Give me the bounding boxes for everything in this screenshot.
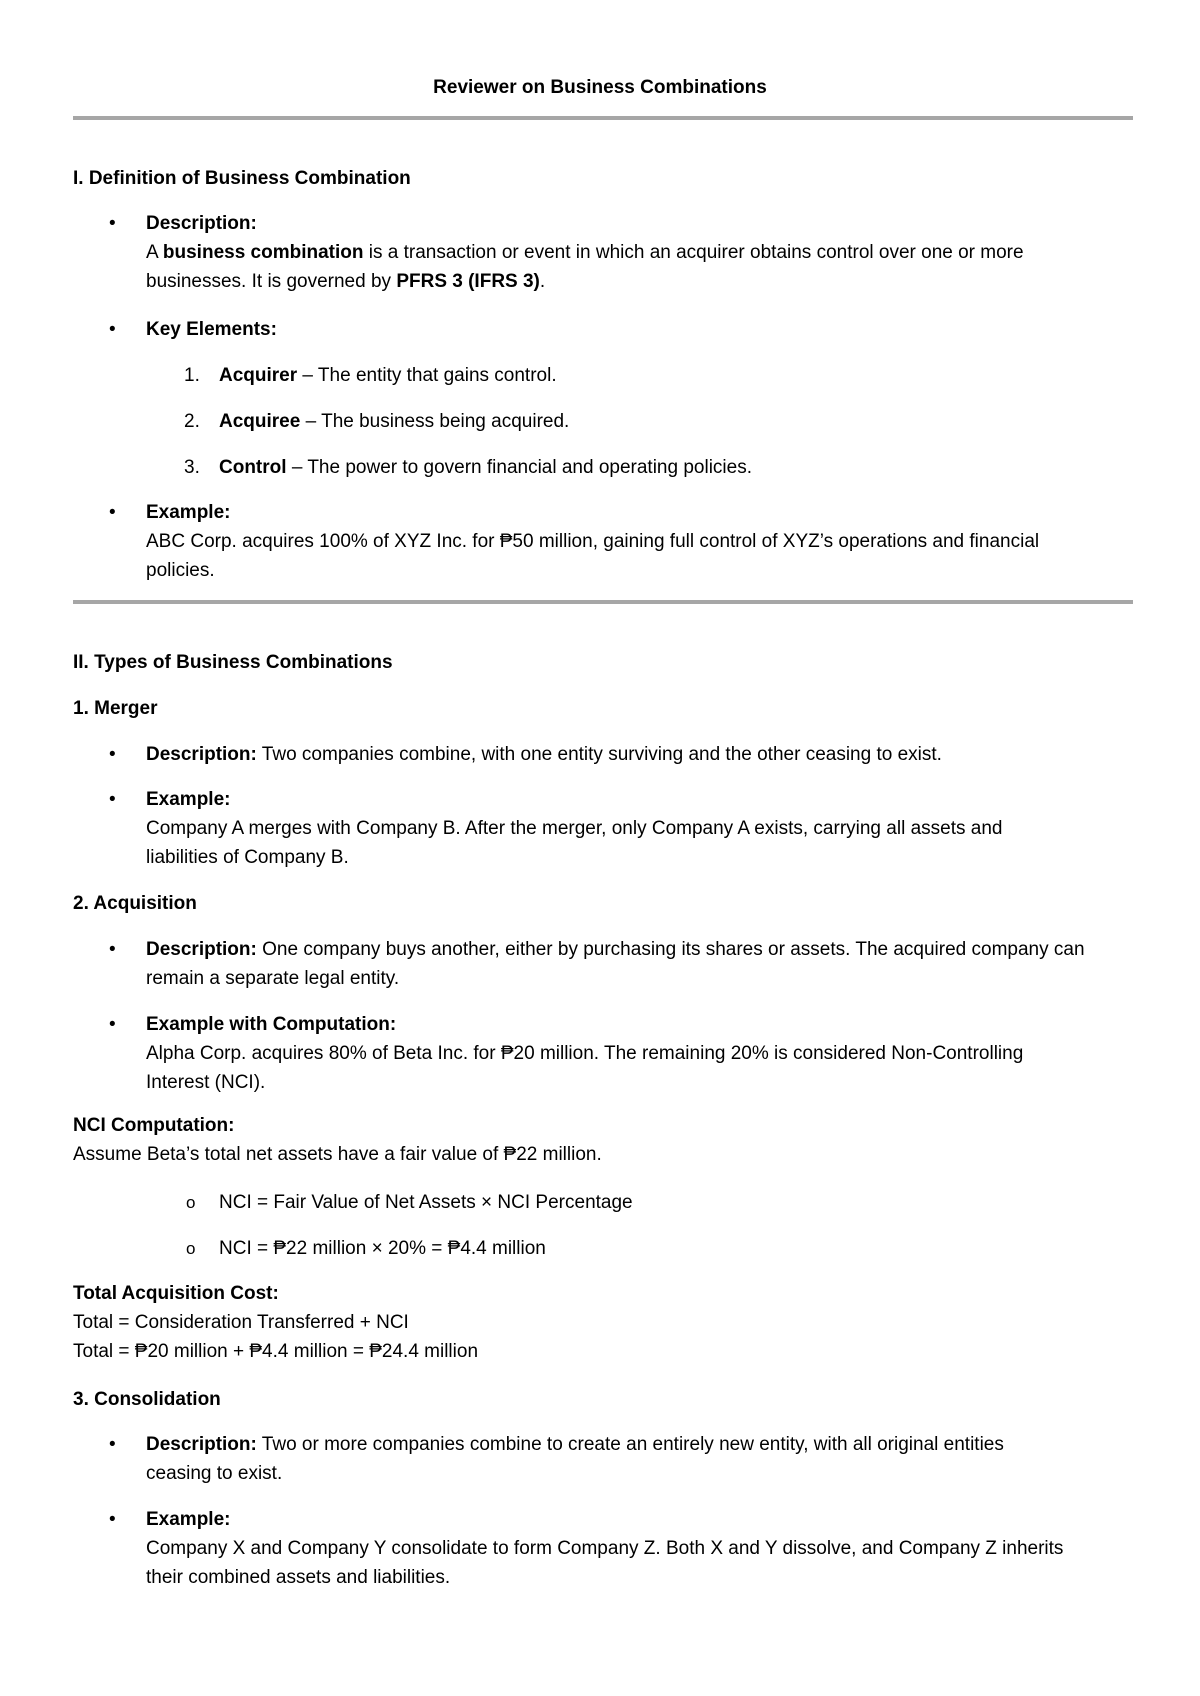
bullet-icon: •	[109, 213, 116, 234]
example-line: policies.	[146, 560, 215, 581]
term: Acquiree	[219, 411, 301, 432]
label: Description:	[146, 213, 257, 234]
bullet-icon: •	[109, 1014, 116, 1035]
label: NCI Computation:	[73, 1115, 235, 1136]
example-line: Company A merges with Company B. After the merger, only Company A exists, carrying all assets and	[146, 818, 1003, 839]
nci-intro: Assume Beta’s total net assets have a fair value of ₱22 million.	[73, 1144, 602, 1165]
description-line: Description: Two or more companies combine to create an entirely new entity, with all original entities	[146, 1434, 1004, 1455]
section-heading: II. Types of Business Combinations	[73, 652, 393, 673]
subsection-heading: 2. Acquisition	[73, 893, 197, 914]
list-number: 2.	[184, 411, 200, 432]
total-line: Total = ₱20 million + ₱4.4 million = ₱24.4 million	[73, 1341, 479, 1362]
label: Description:	[146, 744, 257, 765]
term: Control	[219, 457, 287, 478]
bullet-icon: •	[109, 939, 116, 960]
description-line: businesses. It is governed by PFRS 3 (IFRS 3).	[146, 271, 546, 292]
term-definition: – The entity that gains control.	[297, 365, 557, 386]
divider	[73, 600, 1133, 604]
label: Key Elements:	[146, 319, 277, 340]
total-line: Total = Consideration Transferred + NCI	[73, 1312, 409, 1333]
example-line: ABC Corp. acquires 100% of XYZ Inc. for ₱50 million, gaining full control of XYZ’s operations and financial	[146, 531, 1040, 552]
document-title: Reviewer on Business Combinations	[433, 77, 767, 98]
label: Total Acquisition Cost:	[73, 1283, 279, 1304]
label: Example:	[146, 502, 231, 523]
term-definition: – The power to govern financial and operating policies.	[286, 457, 752, 478]
description-text: Two companies combine, with one entity surviving and the other ceasing to exist.	[256, 744, 942, 765]
bullet-icon: •	[109, 502, 116, 523]
bullet-icon: •	[109, 1434, 116, 1455]
description-line: A business combination is a transaction or event in which an acquirer obtains control over one or more	[146, 242, 1024, 263]
label: Example:	[146, 1509, 231, 1530]
term: Acquirer	[219, 365, 298, 386]
label: Example:	[146, 789, 231, 810]
formula-text: NCI = ₱22 million × 20% = ₱4.4 million	[219, 1238, 546, 1259]
subsection-heading: 1. Merger	[73, 698, 158, 719]
bullet-icon: •	[109, 744, 116, 765]
section-heading: I. Definition of Business Combination	[73, 168, 411, 189]
subsection-heading: 3. Consolidation	[73, 1389, 221, 1410]
example-line: Company X and Company Y consolidate to form Company Z. Both X and Y dissolve, and Company Z inherits	[146, 1538, 1064, 1559]
example-line: liabilities of Company B.	[146, 847, 349, 868]
example-line: Interest (NCI).	[146, 1072, 266, 1093]
list-number: 3.	[184, 457, 200, 478]
description-line: ceasing to exist.	[146, 1463, 283, 1484]
bullet-icon: •	[109, 789, 116, 810]
formula-text: NCI = Fair Value of Net Assets × NCI Percentage	[219, 1192, 633, 1213]
example-line: their combined assets and liabilities.	[146, 1567, 451, 1588]
example-line: Alpha Corp. acquires 80% of Beta Inc. for ₱20 million. The remaining 20% is considered Non-Controlling	[146, 1043, 1024, 1064]
circle-bullet-icon: o	[186, 1193, 196, 1212]
list-number: 1.	[184, 365, 200, 386]
nci-computation	[73, 1111, 1133, 1169]
divider	[73, 116, 1133, 120]
bullet-icon: •	[109, 1509, 116, 1530]
description-line: remain a separate legal entity.	[146, 968, 400, 989]
circle-bullet-icon: o	[186, 1239, 196, 1258]
bullet-icon: •	[109, 319, 116, 340]
term-definition: – The business being acquired.	[300, 411, 570, 432]
label: Example with Computation:	[146, 1014, 397, 1035]
total-acquisition-cost	[73, 1279, 1133, 1366]
description-line: Description: One company buys another, either by purchasing its shares or assets. The acquired company can	[146, 939, 1085, 960]
